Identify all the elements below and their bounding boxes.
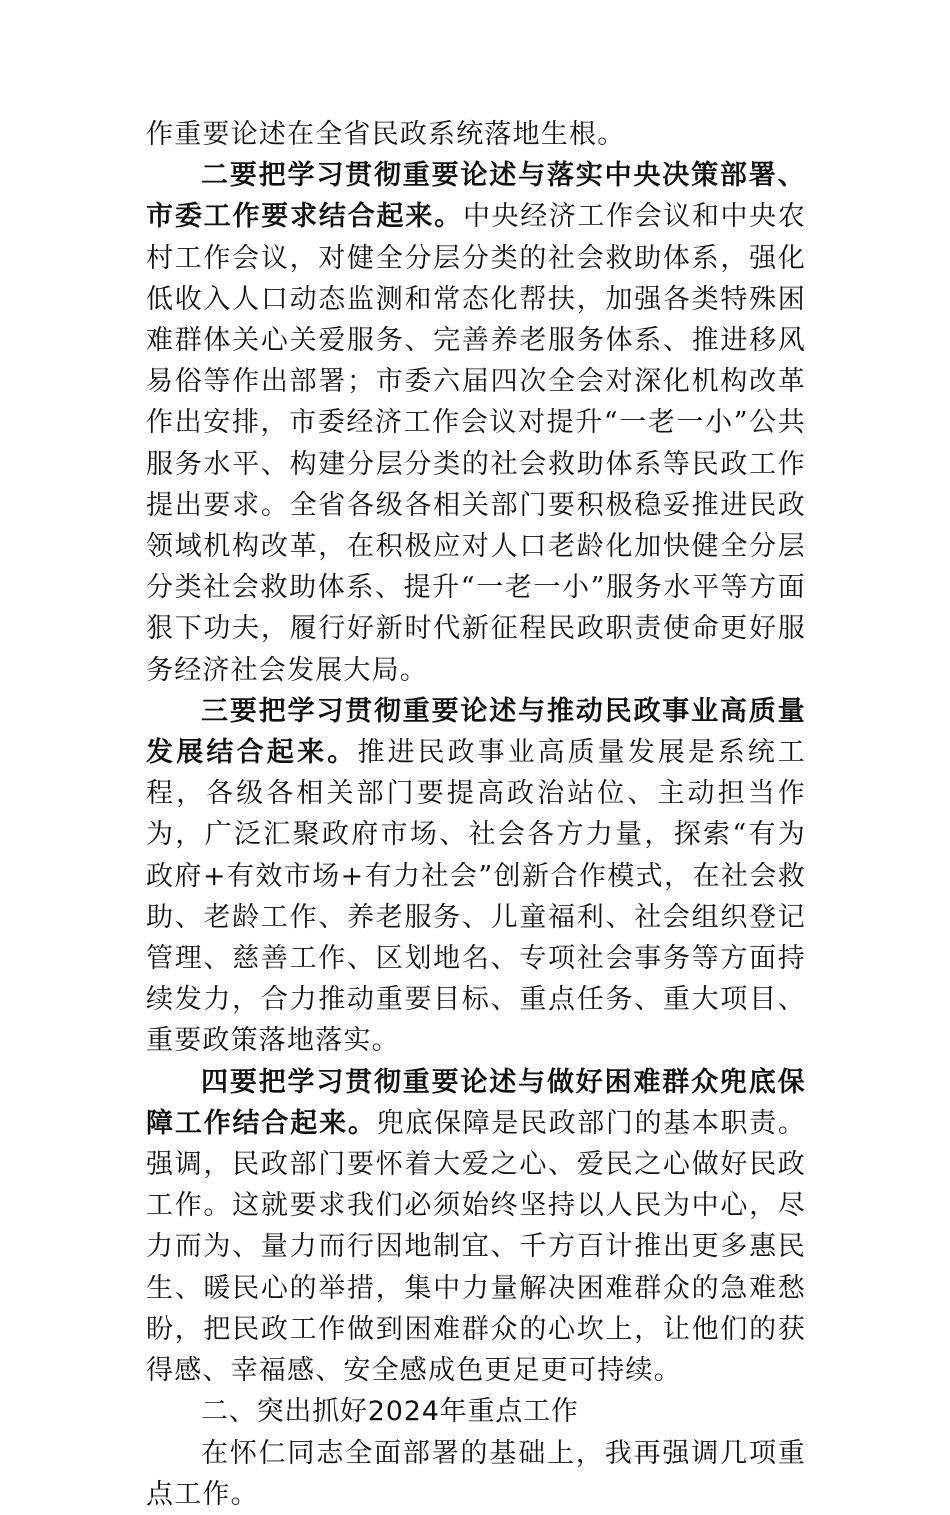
paragraph-point-two [146, 155, 806, 691]
section-heading: 二、突出抓好2024年重点工作 [201, 1396, 579, 1428]
paragraph-continuation [146, 114, 806, 155]
paragraph-intro [146, 1433, 806, 1515]
paragraph-lead-bold: 二要把学习贯彻重要论述与落实中央决策部署、市委工作要求结合起来。 [146, 160, 806, 233]
document-page [146, 114, 806, 1515]
paragraph-text: 推进民政事业高质量发展是系统工程，各级各相关部门要提高政治站位、主动担当作为，广泛汇聚政府市场、社会各方力量，探索“有为政府+有效市场+有力社会”创新合作模式，在社会救助、老龄工作、养老服务、儿童福利、社会组织登记管理、慈善工作、区划地名、专项社会事务等方面持续发力，合力推动重要目标、重点任务、重大项目、重要政策落地落实。 [146, 737, 806, 1057]
paragraph-point-four [146, 1062, 806, 1392]
paragraph-lead-bold: 四要把学习贯彻重要论述与做好困难群众兜底保障工作结合起来。 [146, 1066, 806, 1139]
paragraph-text: 作重要论述在全省民政系统落地生根。 [146, 119, 626, 150]
paragraph-lead-bold: 三要把学习贯彻重要论述与推动民政事业高质量发展结合起来。 [146, 695, 806, 769]
paragraph-text: 兜底保障是民政部门的基本职责。强调，民政部门要怀着大爱之心、爱民之心做好民政工作。这就要求我们必须始终坚持以人民为中心，尽力而为、量力而行因地制宜、千方百计推出更多惠民生、暖民心的举措，集中力量解决困难群众的急难愁盼，把民政工作做到困难群众的心坎上，让他们的获得感、幸福感、安全感成色更足更可持续。 [146, 1107, 806, 1387]
paragraph-text: 中央经济工作会议和中央农村工作会议，对健全分层分类的社会救助体系，强化低收入人口动态监测和常态化帮扶，加强各类特殊困难群体关心关爱服务、完善养老服务体系、推进移风易俗等作出部署；市委六届四次全会对深化机构改革作出安排，市委经济工作会议对提升“一老一小”公共服务水平、构建分层分类的社会救助体系等民政工作提出要求。全省各级各相关部门要积极稳妥推进民政领域机构改革，在积极应对人口老龄化加快健全分层分类社会救助体系、提升“一老一小”服务水平等方面狠下功夫，履行好新时代新征程民政职责使命更好服务经济社会发展大局。 [146, 201, 806, 686]
paragraph-text: 在怀仁同志全面部署的基础上，我再强调几项重点工作。 [146, 1437, 806, 1510]
paragraph-point-three [146, 691, 806, 1062]
